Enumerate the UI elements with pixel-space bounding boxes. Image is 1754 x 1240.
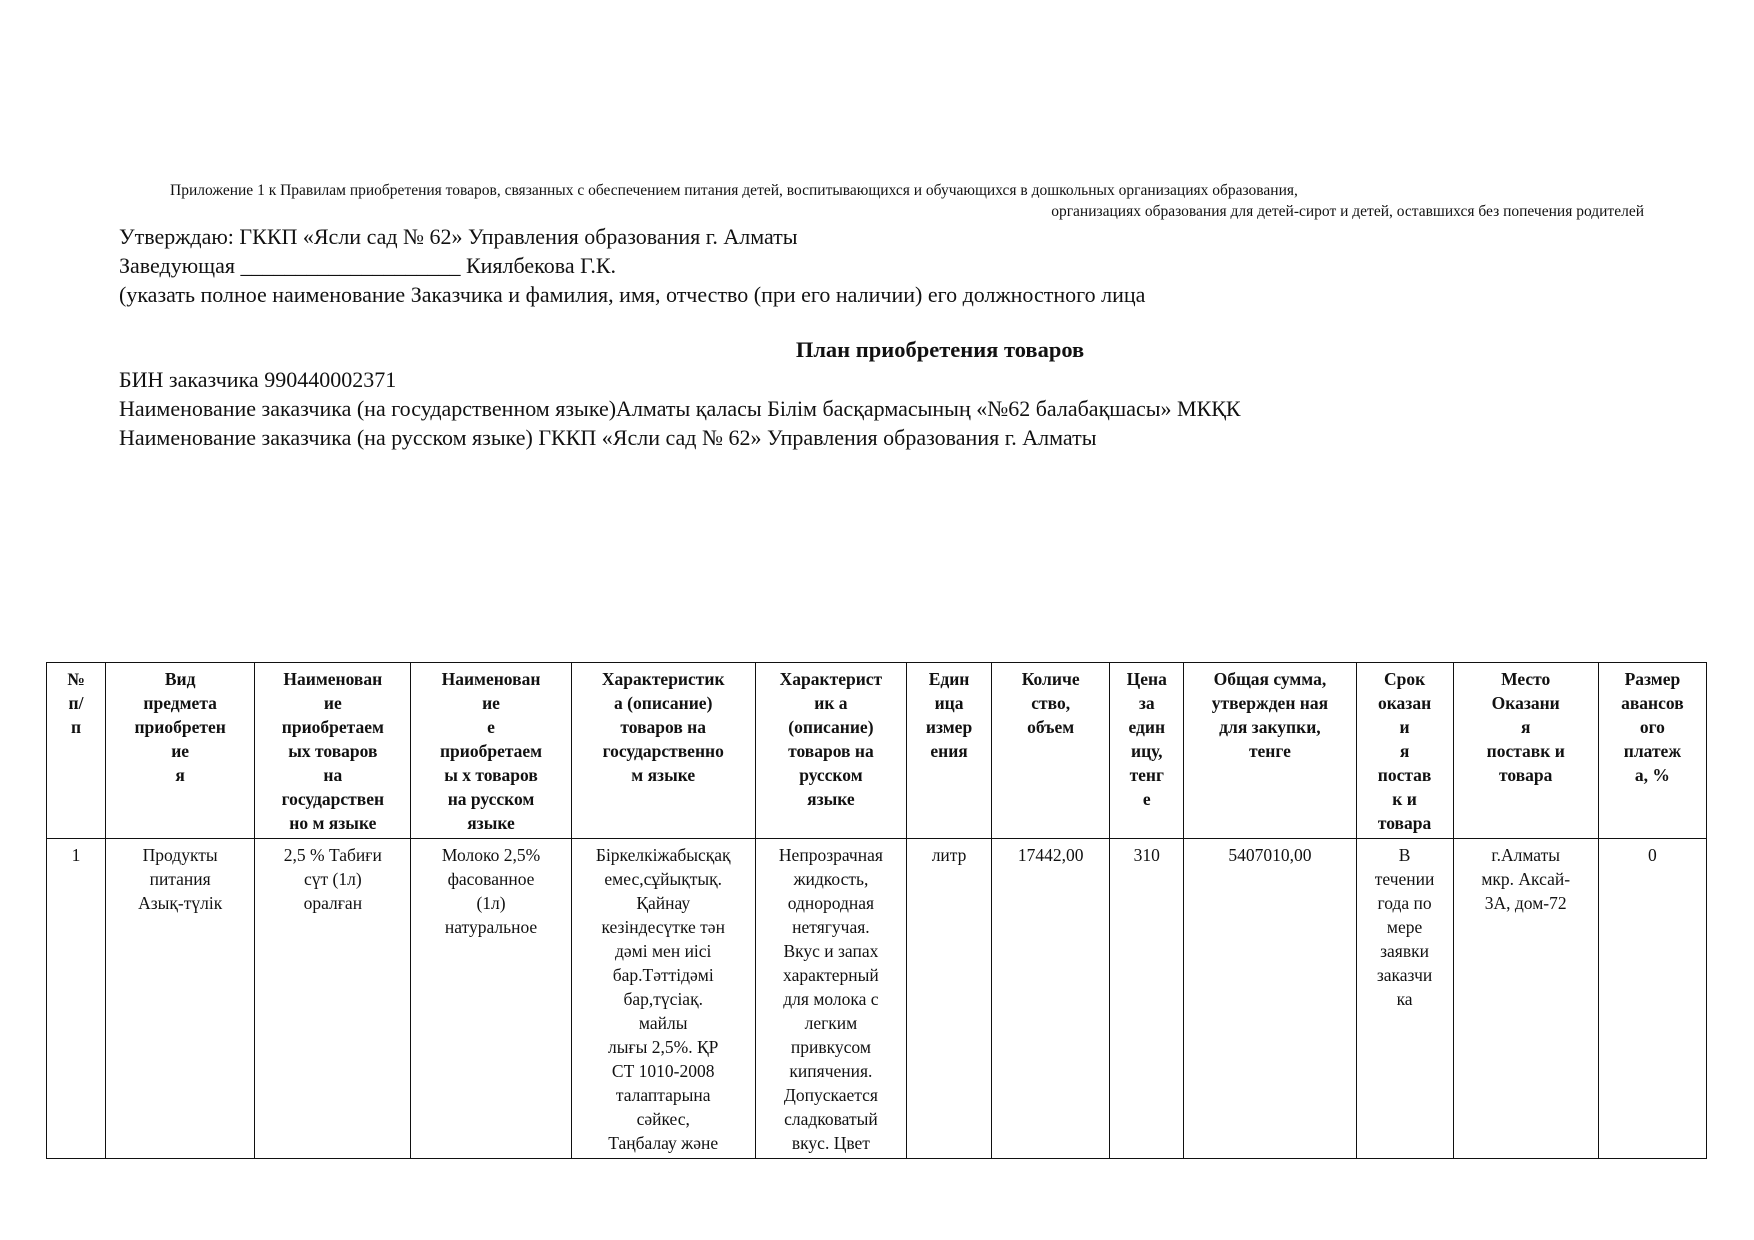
item-name-russian-cell: Молоко 2,5% фасованное (1л) натуральное — [411, 839, 571, 1159]
column-header: Характеристик а (описание) товаров на государственно м языке — [571, 663, 755, 839]
table-header-row — [47, 663, 1707, 839]
customer-name-state-language: Наименование заказчика (на государственном языке)Алматы қаласы Білім басқармасының «№62 балабақшасы» МКҚК — [119, 396, 1241, 421]
quantity-cell: 17442,00 — [992, 839, 1110, 1159]
delivery-place-cell: г.Алматы мкр. Аксай- 3А, дом-72 — [1453, 839, 1598, 1159]
item-name-state-cell: 2,5 % Табиғи сүт (1л) оралған — [255, 839, 411, 1159]
head-signature-line: Заведующая ____________________ Киялбекова Г.К. — [119, 253, 617, 278]
column-header: Количе ство, объем — [992, 663, 1110, 839]
instruction-line: (указать полное наименование Заказчика и фамилия, имя, отчество (при его наличии) его должностного лица — [119, 282, 1146, 307]
appendix-line-1: Приложение 1 к Правилам приобретения товаров, связанных с обеспечением питания детей, воспитывающихся и обучающихся в дошкольных организациях образования, — [170, 182, 1298, 199]
column-header: Общая сумма, утвержден ная для закупки, тенге — [1184, 663, 1356, 839]
column-header: Вид предмета приобретен ие я — [106, 663, 255, 839]
column-header: Характерист ик а (описание) товаров на русском языке — [755, 663, 906, 839]
appendix-line-2: организациях образования для детей-сирот и детей, оставшихся без попечения родителей — [1051, 203, 1644, 220]
column-header: Размер авансов ого платеж а, % — [1598, 663, 1706, 839]
delivery-term-cell: В течении года по мере заявки заказчи ка — [1356, 839, 1453, 1159]
column-header: Наименован ие е приобретаем ы х товаров на русском языке — [411, 663, 571, 839]
approval-line: Утверждаю: ГККП «Ясли сад № 62» Управления образования г. Алматы — [119, 224, 798, 249]
column-header: Место Оказани я поставк и товара — [1453, 663, 1598, 839]
unit-price-cell: 310 — [1110, 839, 1184, 1159]
item-type-cell: Продукты питания Азық-түлік — [106, 839, 255, 1159]
customer-bin: БИН заказчика 990440002371 — [119, 367, 397, 392]
table-row — [47, 839, 1707, 1159]
row-number-cell: 1 — [47, 839, 106, 1159]
page-title: План приобретения товаров — [795, 337, 1085, 362]
appendix-note — [150, 180, 1644, 222]
column-header: Наименован ие приобретаем ых товаров на государствен но м языке — [255, 663, 411, 839]
total-amount-cell: 5407010,00 — [1184, 839, 1356, 1159]
purchase-plan-table — [46, 662, 1707, 1159]
approval-block — [119, 222, 1145, 309]
column-header: Срок оказан и я постав к и товара — [1356, 663, 1453, 839]
description-state-cell: Біркелкіжабысқақ емес,сұйықтық. Қайнау кезіндесүтке тән дәмі мен иісі бар.Тәттідәмі бар,түсіақ. майлы лығы 2,5%. ҚР СТ 1010-2008 талаптарына сәйкес, Таңбалау және — [571, 839, 755, 1159]
customer-name-russian: Наименование заказчика (на русском языке) ГККП «Ясли сад № 62» Управления образования г. Алматы — [119, 425, 1097, 450]
advance-payment-cell: 0 — [1598, 839, 1706, 1159]
column-header: Един ица измер ения — [907, 663, 992, 839]
description-russian-cell: Непрозрачная жидкость, однородная нетягучая. Вкус и запах характерный для молока с легким привкусом кипячения. Допускается сладковатый вкус. Цвет — [755, 839, 906, 1159]
customer-info — [119, 365, 1241, 452]
unit-cell: литр — [907, 839, 992, 1159]
column-header: Цена за един ицу, тенг е — [1110, 663, 1184, 839]
column-header: № п/ п — [47, 663, 106, 839]
